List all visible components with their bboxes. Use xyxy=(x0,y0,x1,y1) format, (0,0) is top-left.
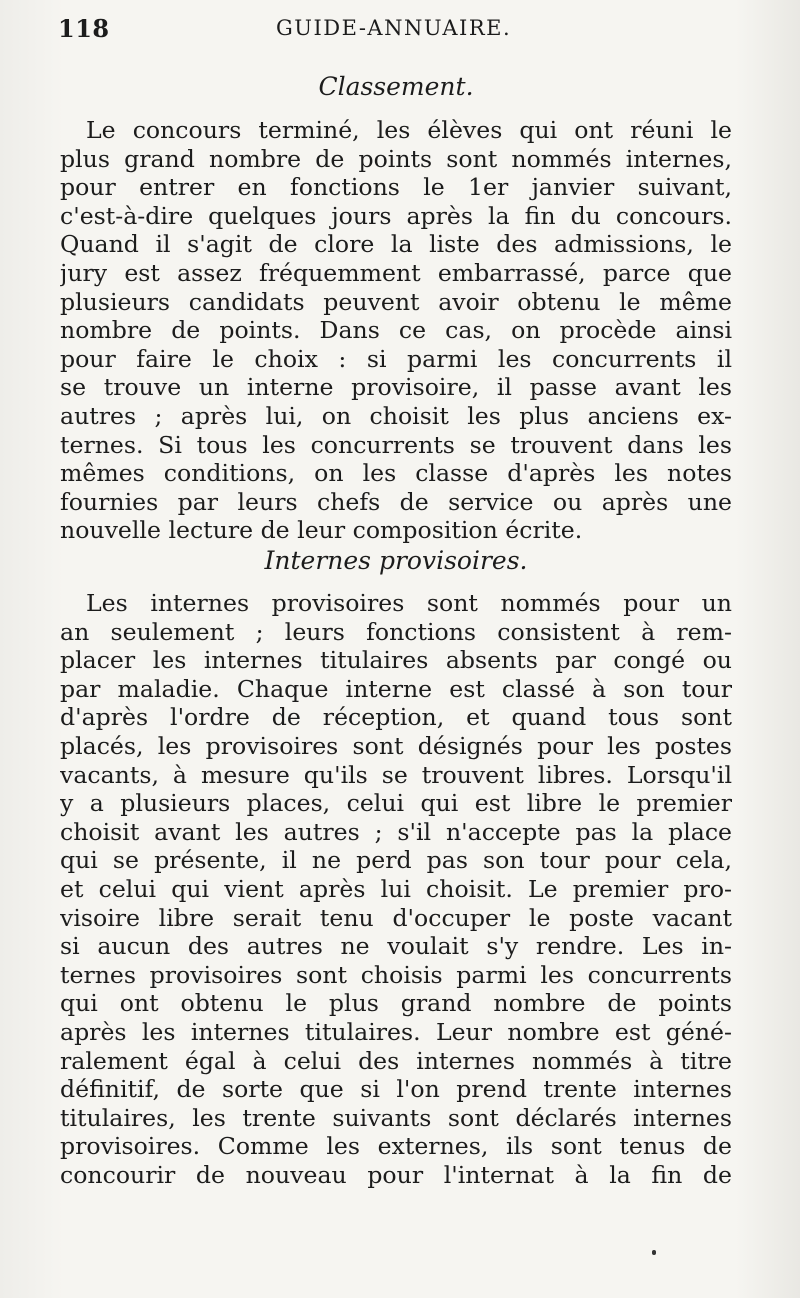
text-line: choisit avant les autres ; s'il n'accepte pas la place xyxy=(60,817,732,846)
text-line: Quand il s'agit de clore la liste des admissions, le xyxy=(60,230,732,259)
section-title-classement: Classement. xyxy=(318,72,474,101)
text-line: se trouve un interne provisoire, il passe avant les xyxy=(60,373,732,402)
text-line: définitif, de sorte que si l'on prend trente internes xyxy=(60,1075,732,1104)
text-line: placés, les provisoires sont désignés pour les postes xyxy=(60,731,732,760)
text-line: provisoires. Comme les externes, ils sont tenus de xyxy=(60,1132,732,1161)
text-line: après les internes titulaires. Leur nombre est géné- xyxy=(60,1017,732,1046)
text-line: Les internes provisoires sont nommés pour un xyxy=(86,589,732,617)
text-line: concourir de nouveau pour l'internat à la fin de xyxy=(60,1160,732,1189)
page-header xyxy=(58,14,730,48)
text-line: d'après l'ordre de réception, et quand tous sont xyxy=(60,703,732,732)
text-line: ternes provisoires sont choisis parmi les concurrents xyxy=(60,960,732,989)
text-line: qui se présente, il ne perd pas son tour pour cela, xyxy=(60,846,732,875)
text-line: ternes. Si tous les concurrents se trouvent dans les xyxy=(60,430,732,459)
text-line: si aucun des autres ne voulait s'y rendre. Les in- xyxy=(60,932,732,961)
text-line: autres ; après lui, on choisit les plus anciens ex- xyxy=(60,401,732,430)
text-line: visoire libre serait tenu d'occuper le poste vacant xyxy=(60,903,732,932)
ink-speck xyxy=(652,1250,656,1255)
text-line: Le concours terminé, les élèves qui ont réuni le xyxy=(86,116,732,144)
section-title-internes-provisoires: Internes provisoires. xyxy=(264,546,528,575)
text-line: mêmes conditions, on les classe d'après les notes xyxy=(60,459,732,488)
text-line: jury est assez fréquemment embarrassé, parce que xyxy=(60,258,732,287)
text-line: an seulement ; leurs fonctions consistent à rem- xyxy=(60,617,732,646)
text-line: y a plusieurs places, celui qui est libre le premier xyxy=(60,789,732,818)
text-line: c'est-à-dire quelques jours après la fin du concours. xyxy=(60,201,732,230)
text-line: qui ont obtenu le plus grand nombre de points xyxy=(60,989,732,1018)
text-line: nombre de points. Dans ce cas, on procède ainsi xyxy=(60,316,732,345)
text-line: titulaires, les trente suivants sont déclarés internes xyxy=(60,1103,732,1132)
paragraph-internes-provisoires xyxy=(60,589,732,1189)
text-line: ralement égal à celui des internes nommés à titre xyxy=(60,1046,732,1075)
text-line: placer les internes titulaires absents par congé ou xyxy=(60,646,732,675)
text-line: par maladie. Chaque interne est classé à son tour xyxy=(60,674,732,703)
page-number: 118 xyxy=(58,14,110,43)
text-line: vacants, à mesure qu'ils se trouvent libres. Lorsqu'il xyxy=(60,760,732,789)
text-line: fournies par leurs chefs de service ou après une xyxy=(60,487,732,516)
paragraph-classement xyxy=(60,116,732,545)
text-line: et celui qui vient après lui choisit. Le premier pro- xyxy=(60,874,732,903)
running-title: GUIDE-ANNUAIRE. xyxy=(276,16,512,40)
text-line: plus grand nombre de points sont nommés internes, xyxy=(60,144,732,173)
text-line: plusieurs candidats peuvent avoir obtenu le même xyxy=(60,287,732,316)
text-line: pour entrer en fonctions le 1er janvier suivant, xyxy=(60,173,732,202)
text-line: nouvelle lecture de leur composition écrite. xyxy=(60,516,583,545)
text-line: pour faire le choix : si parmi les concurrents il xyxy=(60,344,732,373)
